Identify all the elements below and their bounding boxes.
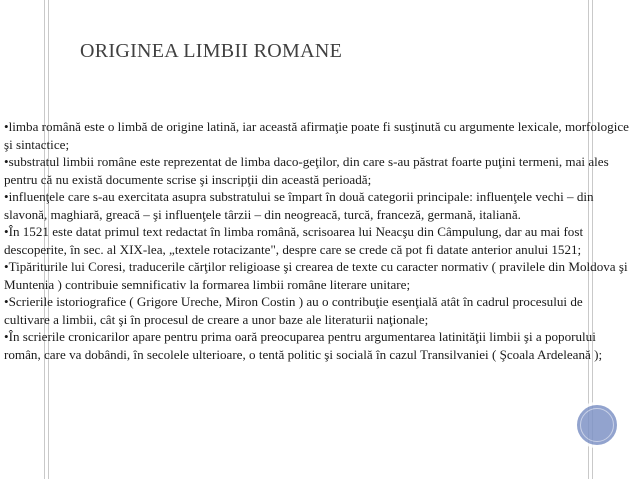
bullet-paragraph: •influenţele care s-au exercitata asupra substratului se împart în două categorii principale: influenţele vechi – din slavonă, maghiară, greacă – şi influenţele târzii – din neogreacă, turcă, franceză, germană, italiană.: [4, 189, 594, 222]
slide-body: [4, 118, 630, 363]
bullet-paragraph: •substratul limbii române este reprezentat de limba daco-geţilor, din care s-au păstrat foarte puţini termeni, mai ales pentru că nu există documente scrise şi inscripţii din această perioadă;: [4, 154, 609, 187]
bullet-paragraph: •Tipăriturile lui Coresi, traducerile cărţilor religioase şi crearea de texte cu caracter normativ ( pravilele din Moldova şi Muntenia ) contribuie semnificativ la formarea limbii române literare unitare;: [4, 259, 628, 292]
bullet-paragraph: •În 1521 este datat primul text redactat în limba română, scrisoarea lui Neacşu din Câmpulung, dar au mai fost descoperite, în sec. al XIX-lea, „textele rotacizante", despre care se crede că pot fi datate anterior anului 1521;: [4, 224, 584, 257]
bullet-paragraph: •limba română este o limbă de origine latină, iar această afirmaţie poate fi susţinută cu argumente lexicale, morfologice şi sintactice;: [4, 119, 629, 152]
bullet-paragraph: •În scrierile cronicarilor apare pentru prima oară preocuparea pentru argumentarea latinităţii limbii şi a poporului român, care va dobândi, în secolele ulterioare, o tentă politic şi socială în cazul Transilvaniei ( Şcoala Ardeleană );: [4, 329, 603, 362]
decorative-circle-ring: [580, 408, 614, 442]
slide-title: ORIGINEA LIMBII ROMANE: [80, 40, 343, 62]
bullet-paragraph: •Scrierile istoriografice ( Grigore Ureche, Miron Costin ) au o contribuţie esenţială atât în cadrul procesului de cultivare a limbii, cât şi în procesul de creare a unor baze ale literaturii naţionale;: [4, 294, 583, 327]
